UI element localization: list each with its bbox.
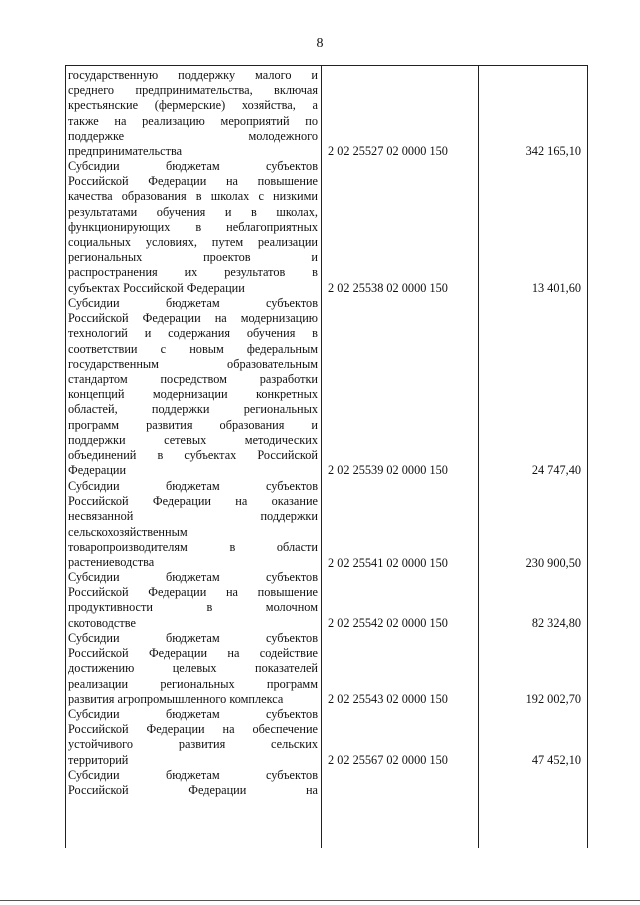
row-description: [68, 707, 318, 768]
budget-code: 2 02 25527 02 0000 150: [328, 144, 448, 158]
budget-code: 2 02 25538 02 0000 150: [328, 281, 448, 295]
description-line: развития агропромышленного комплекса: [68, 691, 284, 706]
description-line: среднего предпринимательства, включая: [68, 83, 318, 98]
description-line: скотоводстве: [68, 615, 136, 630]
description-line: устойчивого развития сельских: [68, 737, 318, 752]
description-line: распространения их результатов в: [68, 265, 318, 280]
description-line: функционирующих в неблагоприятных: [68, 219, 318, 234]
row-description: [68, 570, 318, 631]
description-line: территорий: [68, 752, 129, 767]
budget-code: 2 02 25541 02 0000 150: [328, 556, 448, 570]
budget-code: 2 02 25543 02 0000 150: [328, 692, 448, 706]
description-line: Субсидии бюджетам субъектов: [68, 768, 318, 782]
row-description: [68, 68, 318, 159]
description-line: предпринимательства: [68, 144, 183, 159]
description-line: Российской Федерации на содействие: [68, 646, 318, 661]
description-line: товаропроизводителям в области: [68, 539, 318, 554]
description-line: Российской Федерации на повышение: [68, 174, 318, 189]
description-line: государственную поддержку малого и: [68, 68, 318, 82]
description-line: стандартом посредством разработки: [68, 372, 318, 387]
description-line: поддержки сетевых методических: [68, 432, 318, 447]
budget-code: 2 02 25542 02 0000 150: [328, 616, 448, 630]
row-description: [68, 296, 318, 478]
description-line: объединений в субъектах Российской: [68, 448, 318, 463]
description-line: сельскохозяйственным: [68, 524, 188, 539]
amount-value: 13 401,60: [531, 281, 581, 295]
description-line: достижению целевых показателей: [68, 661, 318, 676]
description-line: программ развития образования и: [68, 417, 318, 432]
amount-value: 342 165,10: [525, 144, 581, 158]
row-description: [68, 479, 318, 570]
row-description: [68, 768, 318, 798]
description-line: Российской Федерации на модернизацию: [68, 311, 318, 326]
description-line: региональных проектов и: [68, 250, 318, 265]
description-line: Субсидии бюджетам субъектов: [68, 296, 318, 310]
description-line: несвязанной поддержки: [68, 509, 318, 524]
description-line: также на реализацию мероприятий по: [68, 113, 318, 128]
description-line: Субсидии бюджетам субъектов: [68, 570, 318, 584]
description-line: реализации региональных программ: [68, 676, 318, 691]
description-line: Субсидии бюджетам субъектов: [68, 631, 318, 645]
description-line: результатами обучения и в школах,: [68, 204, 318, 219]
page-bottom-rule: [0, 900, 640, 901]
description-line: Федерации: [68, 463, 127, 478]
description-line: областей, поддержки региональных: [68, 402, 318, 417]
description-line: Российской Федерации на оказание: [68, 494, 318, 509]
revenue-table: [65, 65, 588, 848]
row-description: [68, 159, 318, 296]
description-line: субъектах Российской Федерации: [68, 280, 245, 295]
description-line: растениеводства: [68, 555, 155, 570]
column-divider-amount: [478, 66, 479, 848]
description-line: соответствии с новым федеральным: [68, 341, 318, 356]
description-line: Субсидии бюджетам субъектов: [68, 159, 318, 173]
description-line: Субсидии бюджетам субъектов: [68, 707, 318, 721]
description-line: социальных условиях, путем реализации: [68, 235, 318, 250]
amount-value: 82 324,80: [531, 616, 581, 630]
description-line: качества образования в школах с низкими: [68, 189, 318, 204]
description-line: продуктивности в молочном: [68, 600, 318, 615]
row-description: [68, 631, 318, 707]
amount-value: 230 900,50: [525, 556, 581, 570]
amount-value: 192 002,70: [525, 692, 581, 706]
budget-code: 2 02 25539 02 0000 150: [328, 463, 448, 477]
amount-value: 24 747,40: [531, 463, 581, 477]
page-number: 8: [316, 36, 324, 51]
description-line: государственным образовательным: [68, 356, 318, 371]
description-line: Субсидии бюджетам субъектов: [68, 479, 318, 493]
description-line: Российской Федерации на повышение: [68, 585, 318, 600]
amount-value: 47 452,10: [531, 753, 581, 767]
description-line: Российской Федерации на обеспечение: [68, 722, 318, 737]
budget-code: 2 02 25567 02 0000 150: [328, 753, 448, 767]
description-line: крестьянские (фермерские) хозяйства, а: [68, 98, 318, 113]
column-divider-code: [321, 66, 322, 848]
description-line: поддержке молодежного: [68, 128, 318, 143]
description-line: технологий и содержания обучения в: [68, 326, 318, 341]
description-line: Российской Федерации на: [68, 783, 318, 798]
description-line: концепций модернизации конкретных: [68, 387, 318, 402]
